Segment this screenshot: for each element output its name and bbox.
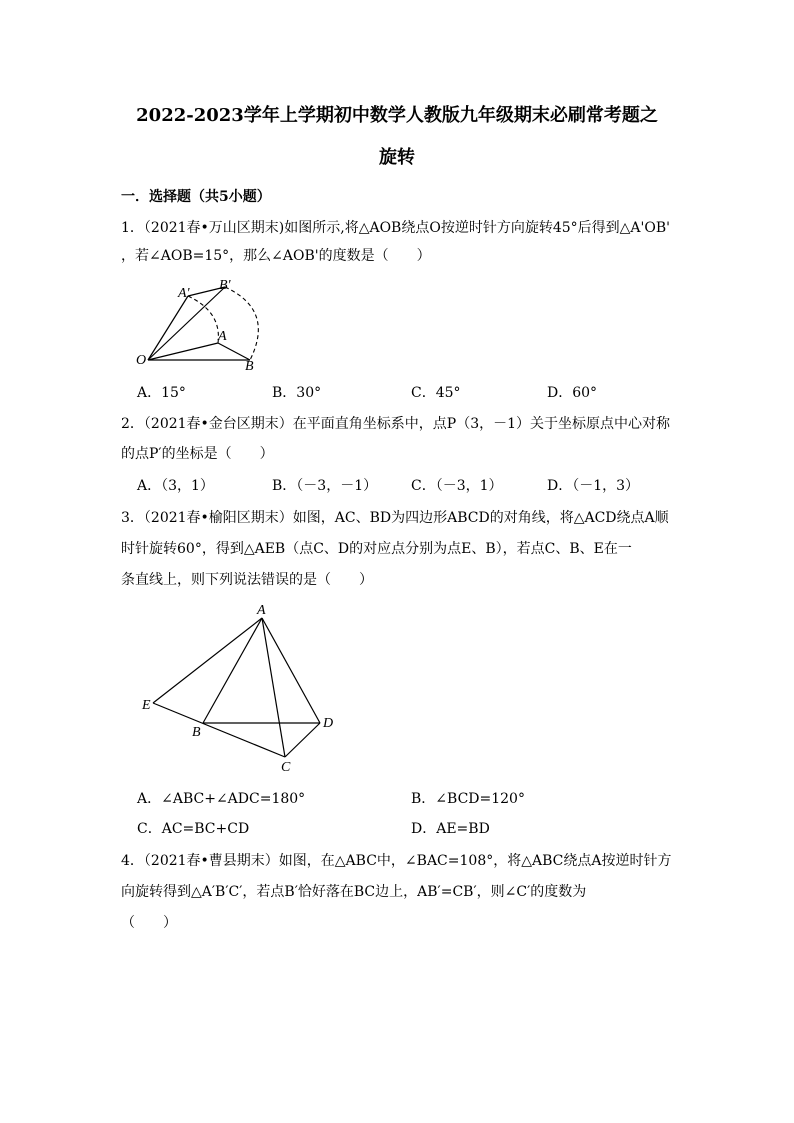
question-3-option-a[interactable]: A．∠ABC+∠ADC=180° <box>137 791 306 807</box>
label-a: A <box>257 603 266 618</box>
segment-ab <box>218 343 250 360</box>
question-3-figure <box>135 598 345 776</box>
label-e: E <box>142 698 151 713</box>
question-3-option-d[interactable]: D．AE=BD <box>411 821 490 837</box>
segment-ae <box>153 618 262 703</box>
question-2-option-a[interactable]: A．（3，1） <box>137 478 214 494</box>
question-3-option-c[interactable]: C．AC=BC+CD <box>137 821 250 837</box>
question-2-text: 的点P′的坐标是（ ） <box>121 446 274 462</box>
question-1-option-a[interactable]: A．15° <box>137 385 186 401</box>
question-1-option-d[interactable]: D．60° <box>547 385 598 401</box>
question-1-text: ，若∠AOB=15°，那么∠AOB'的度数是（ ） <box>121 248 431 264</box>
question-1-option-c[interactable]: C．45° <box>411 385 461 401</box>
document-title: 2022-2023学年上学期初中数学人教版九年级期末必刷常考题之 <box>136 105 658 126</box>
question-3-text: 条直线上，则下列说法错误的是（ ） <box>121 572 373 588</box>
label-b: B <box>245 359 254 374</box>
label-d: D <box>323 716 334 731</box>
label-b: B <box>192 725 201 740</box>
label-b-prime: B' <box>219 278 231 293</box>
section-heading: 一．选择题（共5小题） <box>121 189 271 205</box>
label-a-prime: A' <box>178 286 190 301</box>
question-2-option-d[interactable]: D．（－1，3） <box>547 478 640 494</box>
question-1-text: 1．（2021春•万山区期末)如图所示,将△AOB绕点O按逆时针方向旋转45°后得到△A'OB' <box>121 220 670 236</box>
question-1-figure <box>130 272 280 376</box>
label-o: O <box>136 353 147 368</box>
question-2-option-c[interactable]: C．（－3，1） <box>411 478 503 494</box>
question-3-text: 3．（2021春•榆阳区期末）如图，AC、BD为四边形ABCD的对角线，将△ACD绕点A顺 <box>121 510 669 526</box>
segment-ab <box>203 618 262 723</box>
label-c: C <box>281 760 291 775</box>
document-title-continued: 旋转 <box>379 147 415 168</box>
segment-ec <box>153 703 285 757</box>
question-1-option-b[interactable]: B．30° <box>272 385 322 401</box>
arc-a <box>188 296 218 343</box>
question-4-text: （ ） <box>121 915 177 931</box>
label-a: A <box>218 329 227 344</box>
question-2-text: 2．（2021春•金台区期末）在平面直角坐标系中，点P（3，－1）关于坐标原点中心对称 <box>121 416 671 432</box>
segment-cd <box>285 723 320 757</box>
segment-oa <box>148 343 218 360</box>
question-3-option-b[interactable]: B．∠BCD=120° <box>411 791 525 807</box>
question-3-text: 时针旋转60°，得到△AEB（点C、D的对应点分别为点E、B），若点C、B、E在一 <box>121 541 632 557</box>
question-4-text: 向旋转得到△A′B′C′，若点B′恰好落在BC边上，AB′=CB′，则∠C′的度数为 <box>121 884 587 900</box>
question-2-option-b[interactable]: B．（－3，－1） <box>272 478 378 494</box>
question-4-text: 4．（2021春•曹县期末）如图，在△ABC中，∠BAC=108°，将△ABC绕点A按逆时针方 <box>121 853 672 869</box>
